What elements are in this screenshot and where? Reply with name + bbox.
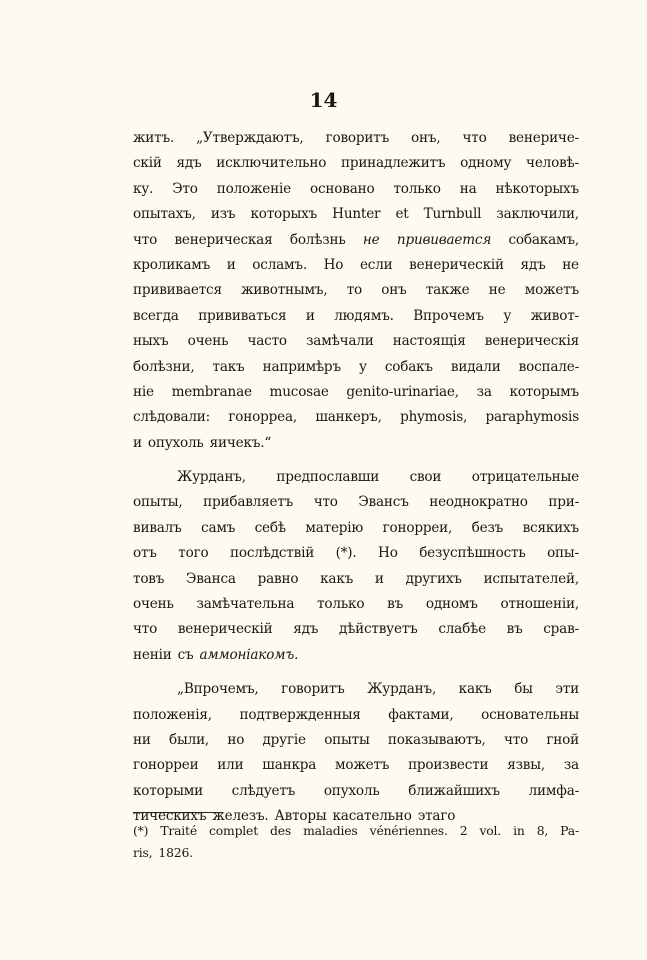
word: опухоль bbox=[147, 434, 204, 451]
word: ныхъ bbox=[133, 333, 169, 350]
word: paraphymosis bbox=[485, 409, 579, 426]
word: показываютъ, bbox=[387, 731, 486, 748]
word: Эванса bbox=[186, 570, 236, 587]
word: на bbox=[459, 180, 477, 197]
word: 8, bbox=[536, 823, 549, 838]
word: тическихъ bbox=[133, 808, 207, 825]
text-line bbox=[133, 541, 579, 566]
paragraph-gap bbox=[133, 456, 579, 465]
word: у bbox=[358, 358, 367, 375]
text-line bbox=[133, 567, 579, 592]
word: фактами, bbox=[388, 706, 454, 723]
word: Журданъ, bbox=[177, 469, 246, 486]
word: товъ bbox=[133, 570, 165, 587]
word: болѣзни, bbox=[133, 358, 195, 375]
footnote-line bbox=[133, 820, 579, 842]
word: слабѣе bbox=[438, 621, 486, 638]
word: изъ bbox=[210, 206, 236, 223]
word: in bbox=[513, 823, 525, 838]
word: но bbox=[227, 731, 245, 748]
word: Авторы bbox=[274, 808, 327, 825]
word: положенія, bbox=[133, 706, 212, 723]
word: опытахъ, bbox=[133, 206, 196, 223]
word: опы- bbox=[547, 545, 579, 562]
text-line bbox=[133, 380, 579, 405]
word: maladies bbox=[303, 823, 358, 838]
word: вивалъ bbox=[133, 519, 182, 536]
word: этаго bbox=[417, 808, 456, 825]
word: собакъ bbox=[384, 358, 433, 375]
text-line bbox=[133, 617, 579, 642]
word: собакамъ, bbox=[508, 231, 579, 248]
word: за bbox=[563, 757, 579, 774]
word: или bbox=[217, 757, 244, 774]
text-line bbox=[133, 228, 579, 253]
word: лимфа- bbox=[528, 782, 579, 799]
word: Это bbox=[172, 180, 198, 197]
word: et bbox=[395, 206, 409, 223]
text-line bbox=[133, 151, 579, 176]
word: матерію bbox=[305, 519, 364, 536]
word: въ bbox=[506, 621, 523, 638]
word: прививается bbox=[396, 231, 492, 248]
word: Впрочемъ bbox=[413, 307, 484, 324]
word: венерическій bbox=[177, 621, 273, 638]
text-line bbox=[133, 465, 579, 490]
text-line bbox=[133, 126, 579, 151]
word: подтвержденныя bbox=[239, 706, 361, 723]
word: другіе bbox=[262, 731, 306, 748]
word: всякихъ bbox=[522, 519, 579, 536]
word: венериче- bbox=[508, 130, 579, 146]
paragraph-2 bbox=[133, 465, 579, 668]
word: (*). bbox=[335, 545, 357, 562]
word: яичекъ.“ bbox=[209, 434, 272, 451]
word: что bbox=[462, 130, 487, 146]
word: что bbox=[133, 231, 158, 248]
word: другихъ bbox=[405, 570, 462, 587]
text-line bbox=[133, 516, 579, 541]
word: также bbox=[425, 282, 470, 299]
word: „Впрочемъ, bbox=[177, 681, 259, 698]
word: опухоль bbox=[323, 782, 380, 799]
text-line bbox=[133, 253, 579, 278]
word: эти bbox=[555, 681, 579, 698]
text-line bbox=[133, 202, 579, 227]
word: гонорреа, bbox=[228, 409, 297, 426]
word: скій bbox=[133, 155, 162, 172]
page-number: 14 bbox=[309, 88, 338, 112]
word: прививаться bbox=[198, 307, 287, 324]
text-line bbox=[133, 728, 579, 753]
word: принадлежитъ bbox=[340, 155, 446, 172]
word: при- bbox=[548, 494, 579, 511]
word: съ bbox=[177, 646, 194, 663]
word: язвы, bbox=[507, 757, 545, 774]
word: какъ bbox=[320, 570, 354, 587]
word: ни bbox=[133, 731, 151, 748]
word: только bbox=[317, 596, 365, 613]
word: 1826. bbox=[158, 845, 193, 860]
word: безуспѣшность bbox=[419, 545, 526, 562]
word: не bbox=[562, 256, 579, 273]
footnote-body bbox=[133, 820, 579, 864]
word: себѣ bbox=[254, 519, 286, 536]
word: vol. bbox=[479, 823, 502, 838]
text-line bbox=[133, 643, 579, 668]
footnote-line bbox=[133, 842, 579, 864]
word: ядъ bbox=[520, 256, 546, 273]
word: ris, bbox=[133, 845, 153, 860]
word: срав- bbox=[543, 621, 579, 638]
text-line bbox=[133, 592, 579, 617]
word: онъ bbox=[381, 282, 407, 299]
word: железъ. bbox=[212, 808, 269, 825]
paragraph-gap bbox=[133, 668, 579, 677]
word: осламъ. bbox=[252, 256, 307, 273]
word: гонорреи bbox=[133, 757, 199, 774]
word: аммоніакомъ. bbox=[199, 646, 299, 663]
word: ку. bbox=[133, 180, 154, 197]
word: очень bbox=[133, 596, 174, 613]
word: безъ bbox=[471, 519, 504, 536]
text-line bbox=[133, 779, 579, 804]
word: отрицательные bbox=[471, 469, 579, 486]
word: опыты bbox=[324, 731, 370, 748]
word: шанкра bbox=[262, 757, 317, 774]
word: „Утверждаютъ, bbox=[196, 130, 304, 146]
word: того bbox=[178, 545, 209, 562]
word: и bbox=[226, 256, 236, 273]
word: прибавляетъ bbox=[203, 494, 294, 511]
word: гной bbox=[546, 731, 579, 748]
word: людямъ. bbox=[334, 307, 394, 324]
word: испытателей, bbox=[483, 570, 579, 587]
word: основано bbox=[310, 180, 375, 197]
word: настоящія bbox=[392, 333, 466, 350]
word: животнымъ, bbox=[241, 282, 328, 299]
word: Но bbox=[323, 256, 344, 273]
word: кроликамъ bbox=[133, 256, 211, 273]
word: отношеніи, bbox=[500, 596, 579, 613]
word: (*) bbox=[133, 823, 149, 838]
word: mucosae bbox=[269, 383, 329, 400]
word: прививается bbox=[133, 282, 222, 299]
word: гонорреи, bbox=[382, 519, 453, 536]
word: произвести bbox=[408, 757, 489, 774]
text-line bbox=[133, 329, 579, 354]
word: и bbox=[305, 307, 315, 324]
footnote bbox=[133, 820, 579, 864]
word: vénériennes. bbox=[369, 823, 448, 838]
word: венерическія bbox=[484, 333, 579, 350]
word: membranae bbox=[171, 383, 252, 400]
word: ближайшихъ bbox=[408, 782, 500, 799]
word: очень bbox=[187, 333, 229, 350]
word: ядъ bbox=[293, 621, 319, 638]
word: такъ bbox=[212, 358, 245, 375]
word: complet bbox=[209, 823, 258, 838]
word: то bbox=[346, 282, 363, 299]
word: неоднократно bbox=[429, 494, 528, 511]
word: что bbox=[313, 494, 338, 511]
text-line bbox=[133, 304, 579, 329]
word: человѣ- bbox=[526, 155, 579, 172]
word: отъ bbox=[133, 545, 157, 562]
word: касательно bbox=[332, 808, 412, 825]
word: Hunter bbox=[332, 206, 381, 223]
text-line bbox=[133, 278, 579, 303]
text-line bbox=[133, 355, 579, 380]
word: видали bbox=[450, 358, 501, 375]
word: часто bbox=[247, 333, 287, 350]
paragraph-1 bbox=[133, 126, 579, 456]
word: Pa- bbox=[560, 823, 579, 838]
word: говоритъ bbox=[281, 681, 345, 698]
word: которыхъ bbox=[250, 206, 318, 223]
word: которыми bbox=[133, 782, 203, 799]
body-text bbox=[133, 126, 579, 830]
word: Но bbox=[378, 545, 398, 562]
word: не bbox=[362, 231, 380, 248]
word: положеніе bbox=[216, 180, 292, 197]
word: ядъ bbox=[176, 155, 202, 172]
paragraph-3 bbox=[133, 677, 579, 829]
text-line bbox=[133, 490, 579, 515]
word: phymosis, bbox=[400, 409, 468, 426]
word: замѣчали bbox=[306, 333, 374, 350]
word: не bbox=[488, 282, 506, 299]
word: венерическій bbox=[409, 256, 504, 273]
text-line bbox=[133, 677, 579, 702]
word: слѣдовали: bbox=[133, 409, 211, 426]
word: какъ bbox=[458, 681, 492, 698]
word: можетъ bbox=[524, 282, 579, 299]
word: въ bbox=[387, 596, 404, 613]
word: основательны bbox=[481, 706, 579, 723]
word: 2 bbox=[459, 823, 468, 838]
word: шанкеръ, bbox=[315, 409, 382, 426]
word: неніи bbox=[133, 646, 172, 663]
word: des bbox=[270, 823, 292, 838]
word: исключительно bbox=[216, 155, 327, 172]
word: за bbox=[476, 383, 492, 400]
word: болѣзнь bbox=[289, 231, 346, 248]
word: что bbox=[133, 621, 158, 638]
word: самъ bbox=[201, 519, 236, 536]
word: Turnbull bbox=[423, 206, 482, 223]
word: только bbox=[393, 180, 441, 197]
footnote-rule bbox=[133, 812, 223, 813]
word: можетъ bbox=[334, 757, 390, 774]
word: одному bbox=[460, 155, 512, 172]
word: бы bbox=[514, 681, 533, 698]
text-line bbox=[133, 703, 579, 728]
word: genito-urinariae, bbox=[346, 383, 459, 400]
text-line bbox=[133, 177, 579, 202]
word: были, bbox=[169, 731, 210, 748]
word: которымъ bbox=[509, 383, 579, 400]
word: Эвансъ bbox=[358, 494, 409, 511]
text-line bbox=[133, 405, 579, 430]
word: одномъ bbox=[425, 596, 478, 613]
text-line bbox=[133, 753, 579, 778]
word: всегда bbox=[133, 307, 179, 324]
word: живот- bbox=[530, 307, 579, 324]
word: замѣчательна bbox=[196, 596, 295, 613]
word: дѣйствуетъ bbox=[338, 621, 418, 638]
word: венерическая bbox=[174, 231, 273, 248]
word: свои bbox=[409, 469, 442, 486]
word: опыты, bbox=[133, 494, 183, 511]
word: житъ. bbox=[133, 130, 175, 146]
word: и bbox=[374, 570, 384, 587]
word: говоритъ bbox=[325, 130, 390, 146]
word: Журданъ, bbox=[367, 681, 437, 698]
word: напримѣръ bbox=[262, 358, 341, 375]
word: ніе bbox=[133, 383, 154, 400]
word: послѣдствій bbox=[230, 545, 315, 562]
word: равно bbox=[257, 570, 299, 587]
word: и bbox=[133, 434, 142, 451]
word: Traité bbox=[160, 823, 197, 838]
word: онъ, bbox=[411, 130, 441, 146]
text-line bbox=[133, 431, 579, 456]
word: нѣкоторыхъ bbox=[495, 180, 579, 197]
word: что bbox=[503, 731, 529, 748]
word: воспале- bbox=[518, 358, 579, 375]
word: у bbox=[503, 307, 512, 324]
word: заключили, bbox=[496, 206, 579, 223]
word: слѣдуетъ bbox=[231, 782, 296, 799]
word: если bbox=[359, 256, 393, 273]
word: предпославши bbox=[276, 469, 380, 486]
